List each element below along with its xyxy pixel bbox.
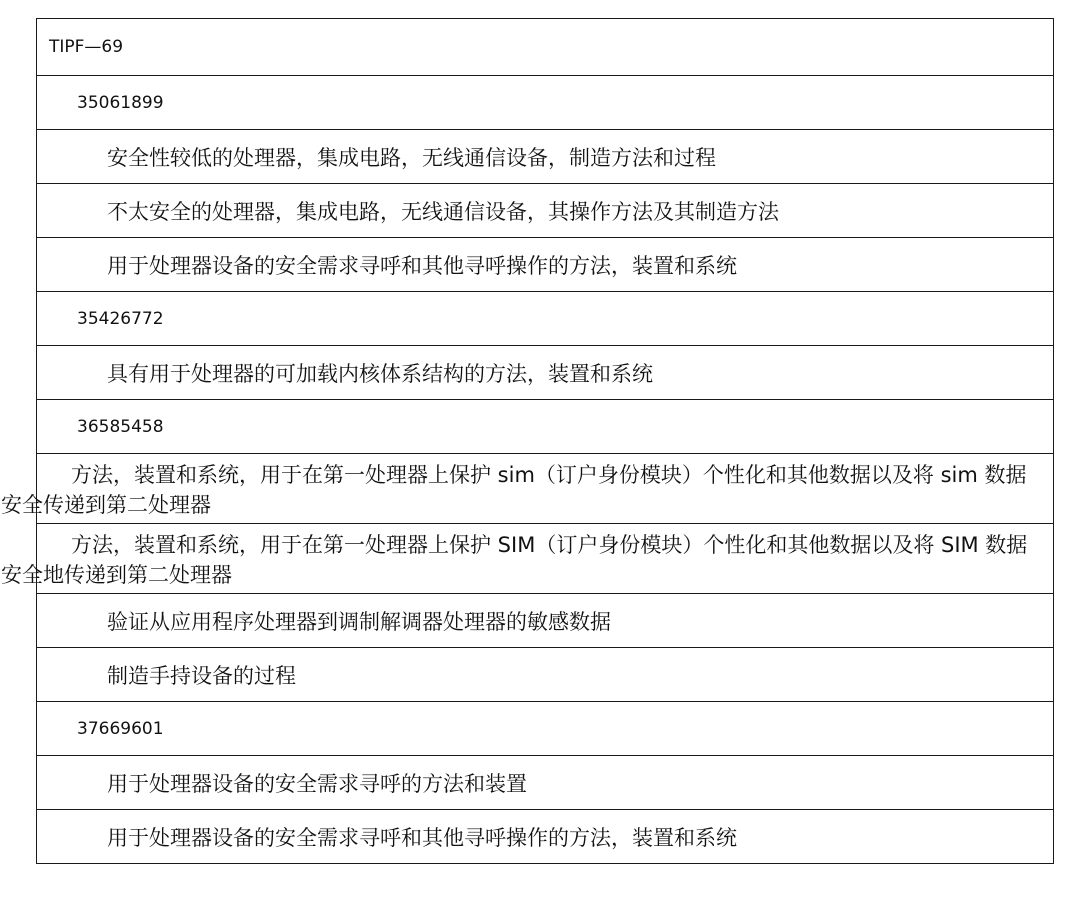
patent-title: 方法，装置和系统，用于在第一处理器上保护 sim（订户身份模块）个性化和其他数据以及将 sim 数据安全传递到第二处理器 <box>1 463 1027 517</box>
patent-number: 35061899 <box>77 92 164 113</box>
patent-title-row <box>37 593 1053 647</box>
table-header-label: TIPF—69 <box>49 37 124 57</box>
patent-title: 安全性较低的处理器，集成电路，无线通信设备，制造方法和过程 <box>107 145 716 170</box>
patent-title: 验证从应用程序处理器到调制解调器处理器的敏感数据 <box>107 609 611 634</box>
patent-title: 不太安全的处理器，集成电路，无线通信设备，其操作方法及其制造方法 <box>107 199 779 224</box>
patent-number-row <box>37 399 1053 453</box>
patent-title: 用于处理器设备的安全需求寻呼和其他寻呼操作的方法，装置和系统 <box>107 825 737 850</box>
patent-title-row <box>37 345 1053 399</box>
patent-title: 用于处理器设备的安全需求寻呼和其他寻呼操作的方法，装置和系统 <box>107 253 737 278</box>
patent-title-row <box>37 755 1053 809</box>
patent-number: 36585458 <box>77 416 164 437</box>
patent-title-row <box>37 647 1053 701</box>
patent-title-row <box>37 809 1053 863</box>
patent-title-row <box>1 523 1053 593</box>
patent-title: 制造手持设备的过程 <box>107 663 296 688</box>
patent-number-row <box>37 75 1053 129</box>
patent-table <box>1 18 1054 864</box>
patent-number-row <box>37 701 1053 755</box>
patent-number: 37669601 <box>77 718 164 739</box>
patent-title-row <box>37 183 1053 237</box>
patent-number: 35426772 <box>77 308 164 329</box>
patent-number-row <box>37 291 1053 345</box>
patent-title-row <box>1 453 1053 523</box>
patent-title: 用于处理器设备的安全需求寻呼的方法和装置 <box>107 771 527 796</box>
patent-title-row <box>37 129 1053 183</box>
table-header-row <box>37 19 1053 75</box>
patent-title: 方法，装置和系统，用于在第一处理器上保护 SIM（订户身份模块）个性化和其他数据以及将 SIM 数据安全地传递到第二处理器 <box>1 533 1028 587</box>
patent-title-row <box>37 237 1053 291</box>
patent-title: 具有用于处理器的可加载内核体系结构的方法，装置和系统 <box>107 361 653 386</box>
